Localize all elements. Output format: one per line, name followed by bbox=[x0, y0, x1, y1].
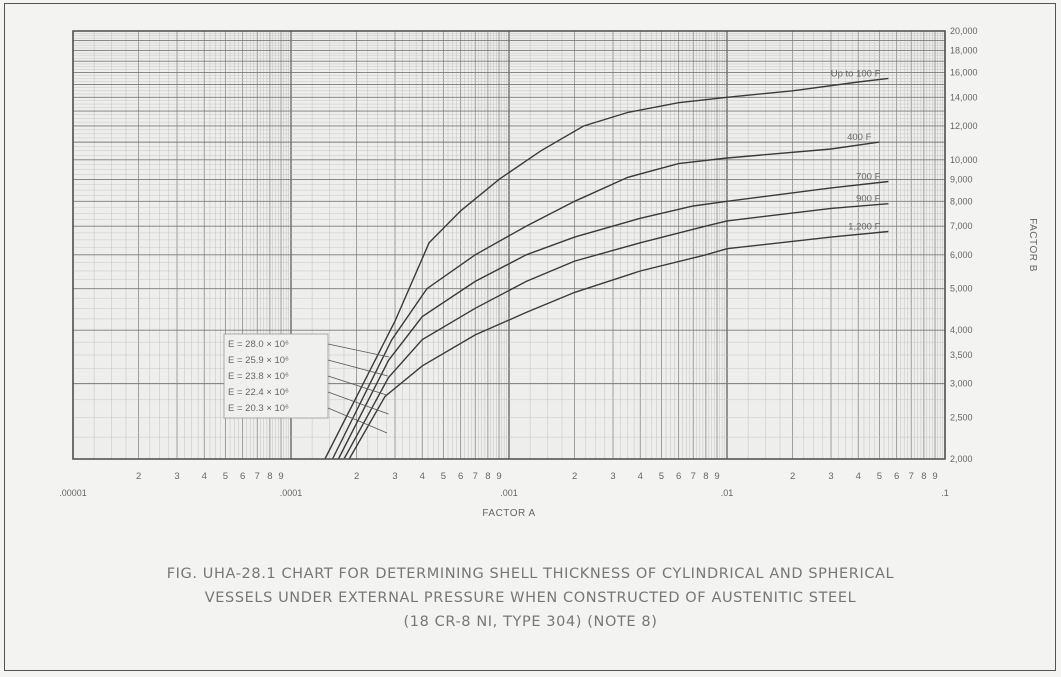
x-tick-label-minor: 7 bbox=[908, 471, 914, 482]
x-tick-label-minor: 4 bbox=[201, 471, 207, 482]
x-tick-label-minor: 4 bbox=[637, 471, 643, 482]
x-tick-label-minor: 3 bbox=[174, 471, 180, 482]
x-tick-label-minor: 8 bbox=[921, 471, 927, 482]
x-tick-label-minor: 8 bbox=[485, 471, 491, 482]
x-tick-label-minor: 6 bbox=[893, 471, 900, 482]
x-tick-label-minor: 6 bbox=[239, 471, 246, 482]
x-axis-title: FACTOR A bbox=[482, 508, 536, 519]
x-tick-label-major: .00001 bbox=[59, 488, 87, 498]
y-tick-label: 10,000 bbox=[950, 154, 978, 165]
x-tick-label-minor: 7 bbox=[254, 471, 260, 482]
x-tick-label-minor: 3 bbox=[610, 471, 616, 482]
y-tick-label: 6,000 bbox=[950, 249, 973, 260]
y-tick-label: 3,000 bbox=[950, 378, 973, 389]
x-tick-label-minor: 2 bbox=[571, 471, 578, 482]
x-tick-label-major: .1 bbox=[941, 488, 949, 498]
x-tick-label-minor: 2 bbox=[353, 471, 360, 482]
y-tick-label: 5,000 bbox=[950, 283, 973, 294]
modulus-label: E = 23.8 × 10⁶ bbox=[228, 371, 289, 382]
x-tick-label-minor: 2 bbox=[135, 471, 142, 482]
modulus-label: E = 28.0 × 10⁶ bbox=[228, 339, 289, 350]
series-label: 700 F bbox=[856, 171, 881, 183]
y-tick-label: 18,000 bbox=[950, 45, 978, 56]
y-tick-label: 2,500 bbox=[950, 412, 973, 423]
x-tick-label-minor: 7 bbox=[472, 471, 478, 482]
y-tick-label: 7,000 bbox=[950, 221, 973, 232]
x-tick-label-minor: 5 bbox=[222, 471, 229, 482]
modulus-label: E = 20.3 × 10⁶ bbox=[228, 403, 289, 414]
y-tick-label: 3,500 bbox=[950, 349, 973, 360]
x-tick-label-minor: 3 bbox=[828, 471, 834, 482]
series-label: 900 F bbox=[856, 193, 881, 205]
x-tick-label-minor: 5 bbox=[658, 471, 665, 482]
x-tick-label-major: .001 bbox=[500, 488, 518, 498]
y-tick-label: 9,000 bbox=[950, 174, 973, 185]
y-tick-label: 14,000 bbox=[950, 92, 978, 103]
x-tick-label-minor: 9 bbox=[496, 471, 502, 482]
x-tick-label-minor: 5 bbox=[876, 471, 883, 482]
x-tick-label-minor: 4 bbox=[855, 471, 861, 482]
x-tick-label-minor: 9 bbox=[714, 471, 720, 482]
x-tick-label-minor: 4 bbox=[419, 471, 425, 482]
x-tick-label-minor: 8 bbox=[703, 471, 709, 482]
figure-caption-line-1: FIG. UHA-28.1 CHART FOR DETERMINING SHELL THICKNESS OF CYLINDRICAL AND SPHERICAL bbox=[166, 566, 895, 582]
y-tick-label: 4,000 bbox=[950, 325, 973, 336]
x-tick-label-minor: 9 bbox=[932, 471, 938, 482]
y-tick-label: 16,000 bbox=[950, 67, 978, 78]
x-tick-label-minor: 6 bbox=[457, 471, 464, 482]
y-tick-label: 2,000 bbox=[950, 454, 973, 464]
series-label: 400 F bbox=[847, 132, 872, 144]
x-tick-label-minor: 8 bbox=[267, 471, 273, 482]
x-tick-label-minor: 7 bbox=[690, 471, 696, 482]
x-tick-label-major: .01 bbox=[720, 488, 734, 498]
modulus-label: E = 22.4 × 10⁶ bbox=[228, 387, 289, 398]
x-tick-label-minor: 5 bbox=[440, 471, 447, 482]
series-label: Up to 100 F bbox=[830, 68, 881, 80]
figure-caption-line-2: VESSELS UNDER EXTERNAL PRESSURE WHEN CONSTRUCTED OF AUSTENITIC STEEL bbox=[204, 590, 857, 606]
x-tick-label-major: .0001 bbox=[279, 488, 303, 498]
y-tick-label: 8,000 bbox=[950, 196, 973, 207]
y-tick-label: 20,000 bbox=[950, 26, 978, 36]
y-axis-title: FACTOR B bbox=[1027, 218, 1038, 272]
series-label: 1,200 F bbox=[848, 221, 881, 233]
x-tick-label-minor: 3 bbox=[392, 471, 398, 482]
modulus-label: E = 25.9 × 10⁶ bbox=[228, 355, 289, 366]
figure-caption-line-3: (18 CR-8 NI, TYPE 304) (NOTE 8) bbox=[403, 614, 658, 630]
y-tick-label: 12,000 bbox=[950, 120, 978, 131]
x-tick-label-minor: 2 bbox=[789, 471, 796, 482]
x-tick-label-minor: 9 bbox=[278, 471, 284, 482]
x-tick-label-minor: 6 bbox=[675, 471, 682, 482]
